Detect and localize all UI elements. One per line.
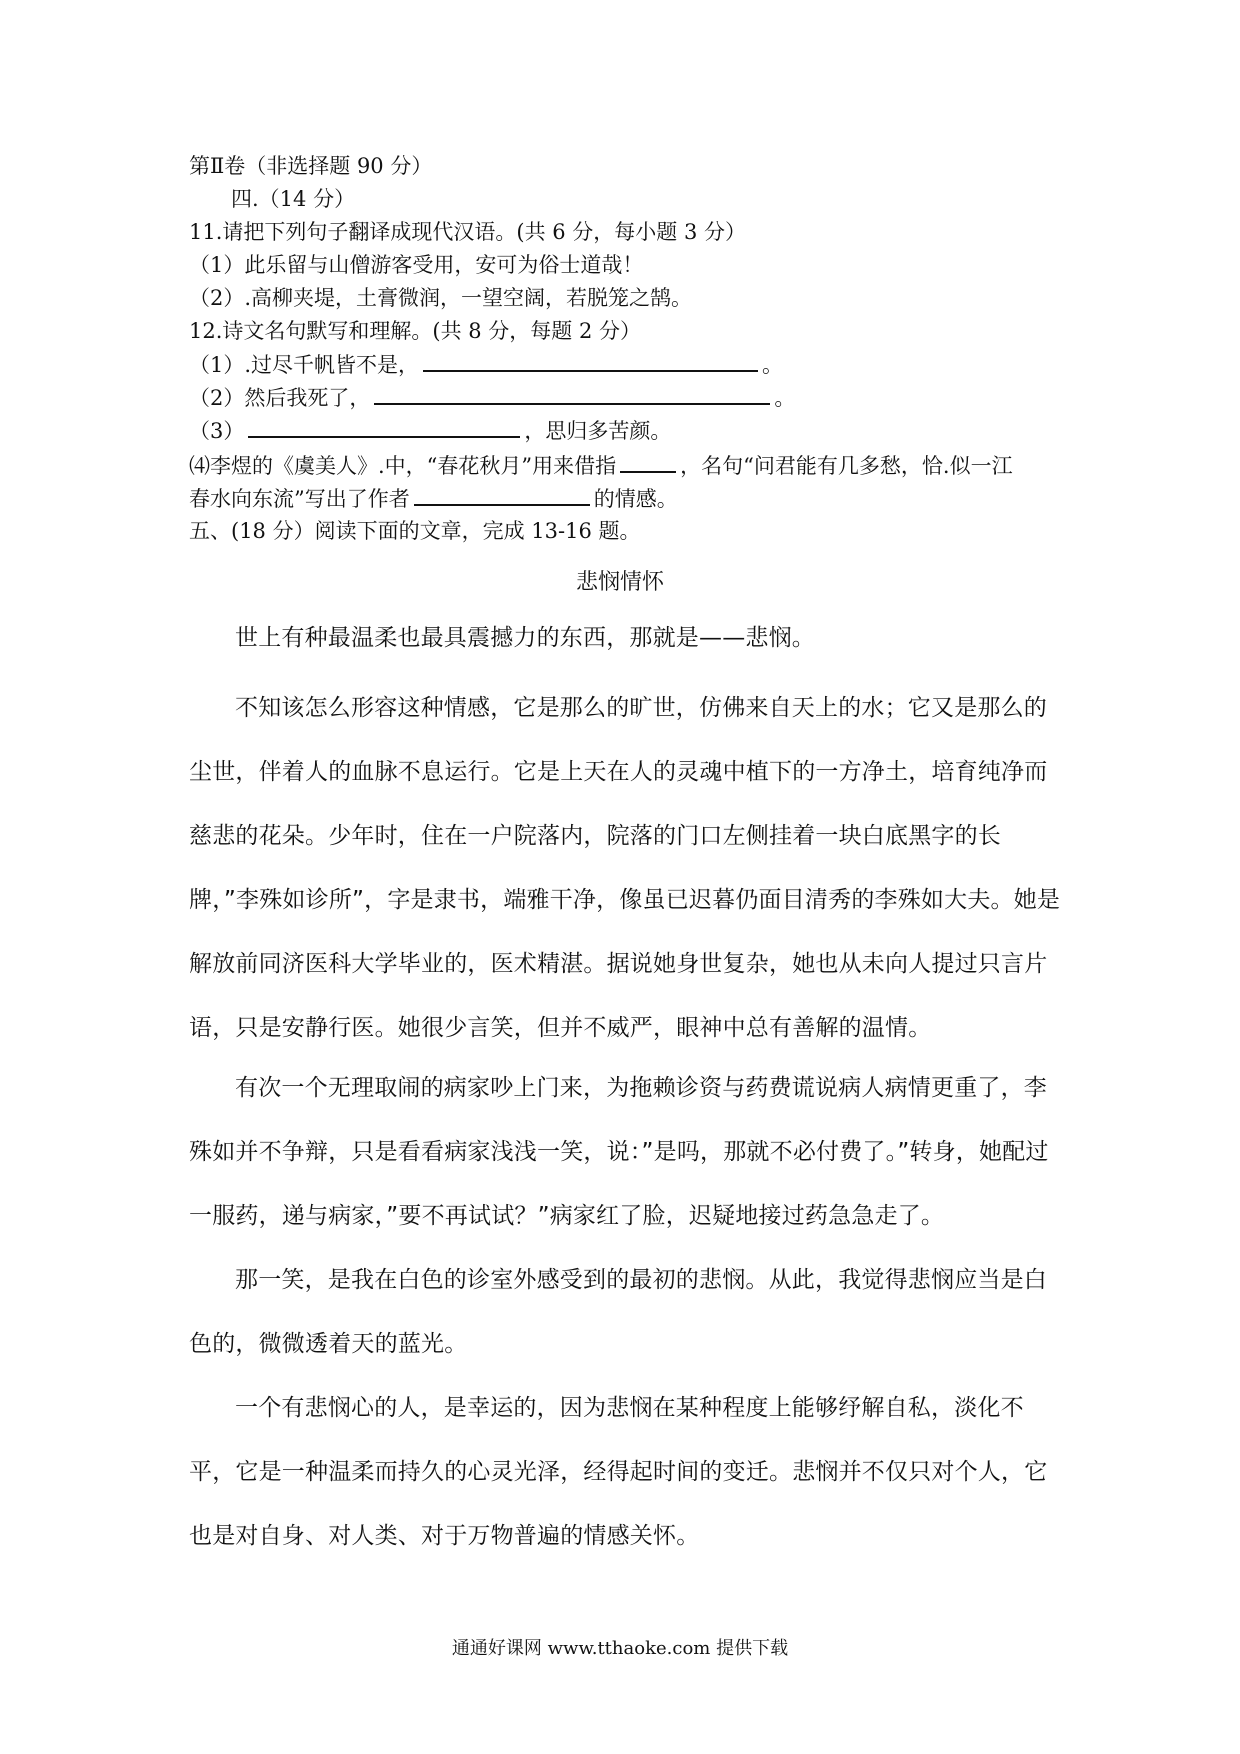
q12-prompt: 12.诗文名句默写和理解。(共 8 分，每题 2 分） [189, 319, 642, 343]
article-paragraph-5 [189, 1376, 1064, 1568]
article-paragraph-3 [189, 1056, 1064, 1248]
q12-item-4-text-b: ，名句“问君能有几多愁，恰.似一江 [680, 454, 1013, 478]
article-paragraph-2 [189, 676, 1064, 1060]
paragraph-text: 那一笑，是我在白色的诊室外感受到的最初的悲悯。从此，我觉得悲悯应当是白色的，微微透着天的蓝光。 [189, 1267, 1047, 1357]
q12-item-2-text: （2）然后我死了， [189, 386, 371, 410]
q12-item-3-label: （3） [189, 419, 245, 443]
q12-item-4-line-2 [189, 484, 678, 513]
q12-item-4-text-c: 春水向东流”写出了作者 [189, 487, 410, 511]
answer-blank[interactable] [414, 484, 590, 506]
article-title: 悲悯情怀 [575, 570, 664, 595]
answer-blank[interactable] [423, 350, 758, 372]
answer-blank[interactable] [374, 383, 770, 405]
volume-title: 第Ⅱ卷（非选择题 90 分） [189, 154, 433, 178]
paragraph-text: 一个有悲悯心的人，是幸运的，因为悲悯在某种程度上能够纾解自私，淡化不平，它是一种温柔而持久的心灵光泽，经得起时间的变迁。悲悯并不仅只对个人，它也是对自身、对人类、对于万物普遍的情感关怀。 [189, 1395, 1048, 1549]
q12-item-4-text-d: 的情感。 [593, 487, 678, 511]
q12-item-4-line-1 [189, 451, 1013, 480]
q12-item-2 [189, 383, 795, 412]
q12-item-4-text-a: ⑷李煜的《虞美人》.中，“春花秋月”用来借指 [189, 454, 617, 478]
page-footer: 通通好课网 www.tthaoke.com 提供下载 [451, 1638, 789, 1659]
q12-item-1 [189, 350, 783, 379]
q11-prompt: 11.请把下列句子翻译成现代汉语。(共 6 分，每小题 3 分） [189, 220, 747, 244]
article-paragraph-4 [189, 1248, 1064, 1376]
q12-item-1-end: 。 [762, 353, 784, 377]
article-paragraph-1 [189, 606, 1064, 670]
paragraph-text: 有次一个无理取闹的病家吵上门来，为拖赖诊资与药费谎说病人病情更重了，李殊如并不争辩，只是看看病家浅浅一笑，说：”是吗，那就不必付费了。”转身，她配过一服药，递与病家，”要不再试试？”病家红了脸，迟疑地接过药急急走了。 [189, 1075, 1049, 1229]
paragraph-text: 世上有种最温柔也最具震撼力的东西，那就是——悲悯。 [235, 625, 815, 651]
q12-item-2-end: 。 [774, 386, 796, 410]
q12-item-1-text: （1）.过尽千帆皆不是， [189, 353, 420, 377]
q11-item-2: （2）.高柳夹堤，土膏微润，一望空阔，若脱笼之鹄。 [189, 286, 693, 310]
section-5-prompt: 五、(18 分）阅读下面的文章，完成 13-16 题。 [189, 519, 641, 543]
section-4-heading: 四.（14 分） [231, 187, 356, 211]
paragraph-text: 不知该怎么形容这种情感，它是那么的旷世，仿佛来自天上的水；它又是那么的尘世，伴着人的血脉不息运行。它是上天在人的灵魂中植下的一方净土，培育纯净而慈悲的花朵。少年时，住在一户院落内，院落的门口左侧挂着一块白底黑字的长牌，”李殊如诊所”，字是隶书，端雅干净，像虽已迟暮仍面目清秀的李殊如大夫。她是解放前同济医科大学毕业的，医术精湛。据说她身世复杂，她也从未向人提过只言片语，只是安静行医。她很少言笑，但并不威严，眼神中总有善解的温情。 [189, 695, 1061, 1041]
q11-item-1: （1）此乐留与山僧游客受用，安可为俗士道哉！ [189, 253, 644, 277]
answer-blank[interactable] [248, 416, 520, 438]
answer-blank[interactable] [620, 451, 676, 473]
q12-item-3-text: ，思归多苦颜。 [524, 419, 672, 443]
q12-item-3 [189, 416, 671, 445]
